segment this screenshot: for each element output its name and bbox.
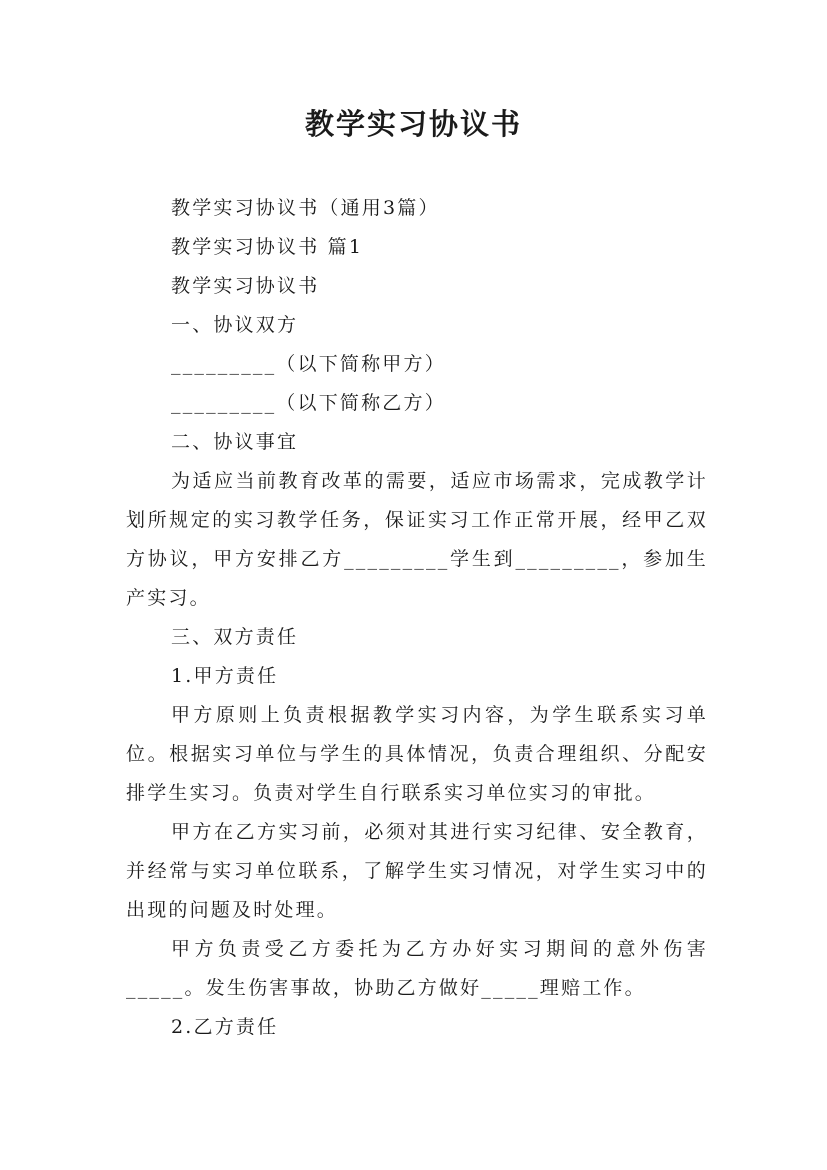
- document-title: 教学实习协议书: [304, 107, 522, 141]
- paragraph-party-a-duty-1: 甲方原则上负责根据教学实习内容，为学生联系实习单位。根据实习单位与学生的具体情况，负责合理组织、分配安排学生实习。负责对学生自行联系实习单位实习的审批。: [126, 704, 708, 804]
- subheading-party-a-responsibilities: 1.甲方责任: [171, 665, 279, 687]
- clause-heading-parties: 一、协议双方: [171, 314, 299, 336]
- clause-heading-responsibilities: 三、双方责任: [171, 626, 299, 648]
- paragraph-party-a-duty-3: 甲方负责受乙方委托为乙方办好实习期间的意外伤害_____。发生伤害事故，协助乙方做好_____理赔工作。: [126, 938, 708, 999]
- paragraph-matters: 为适应当前教育改革的需要，适应市场需求，完成教学计划所规定的实习教学任务，保证实习工作正常开展，经甲乙双方协议，甲方安排乙方_________学生到_________，参加生产实习。: [126, 470, 708, 609]
- party-b-line: _________（以下简称乙方）: [171, 392, 446, 414]
- paragraph-party-a-duty-2: 甲方在乙方实习前，必须对其进行实习纪律、安全教育，并经常与实习单位联系，了解学生实习情况，对学生实习中的出现的问题及时处理。: [126, 821, 708, 921]
- clause-heading-matters: 二、协议事宜: [171, 431, 299, 453]
- subtitle-collection: 教学实习协议书（通用3篇）: [171, 197, 440, 219]
- agreement-name: 教学实习协议书: [171, 275, 320, 297]
- subheading-party-b-responsibilities: 2.乙方责任: [171, 1016, 279, 1038]
- party-a-line: _________（以下简称甲方）: [171, 353, 446, 375]
- section-heading-part-1: 教学实习协议书 篇1: [171, 236, 364, 258]
- document-body: [126, 189, 708, 1047]
